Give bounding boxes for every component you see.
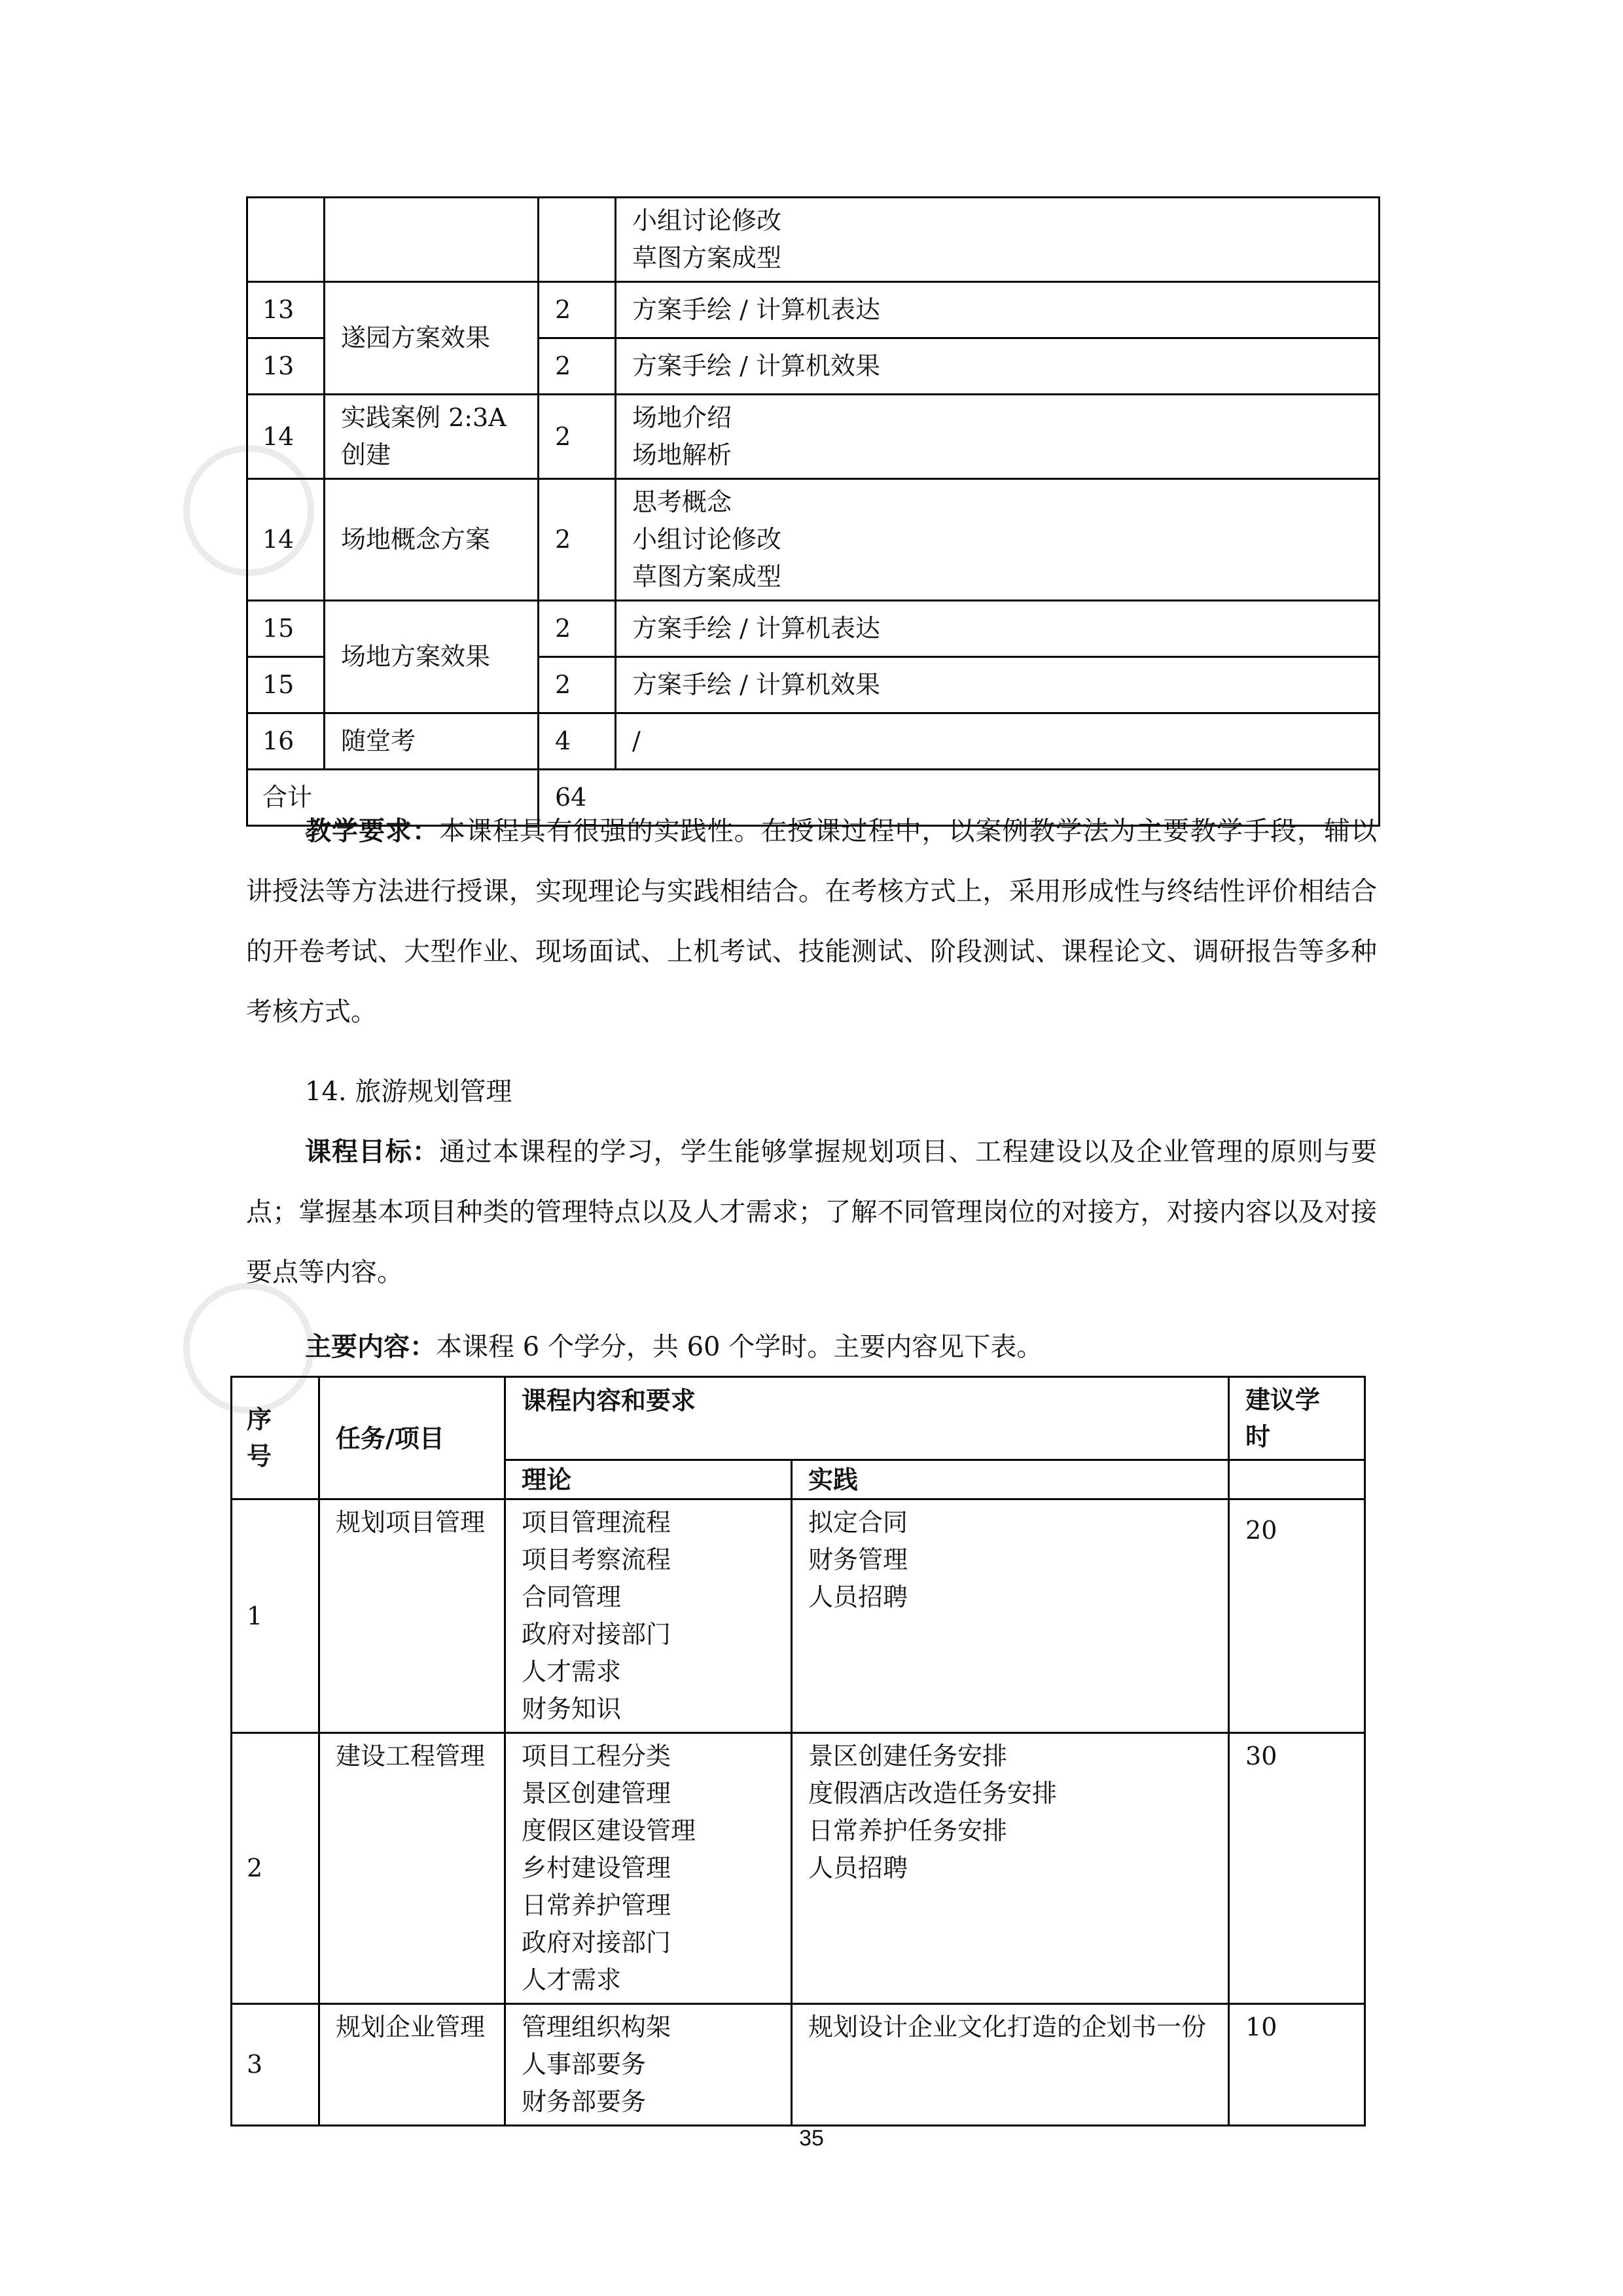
content-cell: [616, 601, 1380, 657]
theory-line: 项目管理流程: [522, 1508, 671, 1537]
page-number: 35: [799, 2126, 824, 2151]
theory-cell: [505, 2004, 792, 2126]
paragraph-text: 本课程 6 个学分，共 60 个学时。主要内容见下表。: [436, 1332, 1043, 1362]
task-cell: 规划企业管理: [319, 2004, 505, 2126]
hours-cell: 2: [539, 479, 616, 601]
content-cell: [616, 338, 1380, 395]
seq-cell: 15: [247, 657, 325, 713]
section-heading: 14. 旅游规划管理: [305, 1077, 512, 1107]
table-row: [232, 1499, 1365, 1733]
header-theory: 理论: [505, 1460, 792, 1499]
theory-line: 人才需求: [522, 1965, 622, 1994]
content-line: 草图方案成型: [632, 562, 782, 591]
theory-line: 乡村建设管理: [522, 1854, 671, 1882]
practice-line: 财务管理: [808, 1545, 908, 1574]
content-cell: [616, 657, 1380, 713]
theory-line: 合同管理: [522, 1583, 622, 1611]
hours-cell: 4: [539, 713, 616, 770]
theory-line: 项目考察流程: [522, 1545, 671, 1574]
practice-cell: [792, 1733, 1229, 2004]
table-row: [247, 282, 1380, 338]
table-row: [247, 713, 1380, 770]
practice-cell: [792, 1499, 1229, 1733]
theory-line: 项目工程分类: [522, 1742, 671, 1770]
seq-cell: 14: [247, 479, 325, 601]
content-line: 草图方案成型: [632, 243, 782, 272]
content-line: 场地解析: [632, 440, 732, 469]
practice-cell: 规划设计企业文化打造的企划书一份: [792, 2004, 1229, 2126]
seq-cell: 15: [247, 601, 325, 657]
content-line: 小组讨论修改: [632, 525, 782, 554]
hours-cell: 30: [1229, 1733, 1365, 2004]
hours-cell: 2: [539, 657, 616, 713]
course-goal: [246, 1122, 1377, 1302]
theory-line: 管理组织构架: [522, 2013, 671, 2041]
schedule-table: [246, 196, 1380, 827]
teaching-requirements: [246, 801, 1377, 1042]
content-cell: [616, 713, 1380, 770]
hours-cell: 20: [1229, 1499, 1365, 1733]
paragraph-label: 主要内容：: [305, 1331, 436, 1362]
theory-line: 财务部要务: [522, 2087, 647, 2116]
hours-cell: 10: [1229, 2004, 1365, 2126]
seq-cell: 13: [247, 338, 325, 395]
paragraph-label: 课程目标：: [305, 1136, 439, 1167]
header-practice: 实践: [792, 1460, 1229, 1499]
table-row: [247, 601, 1380, 657]
task-cell: 场地概念方案: [325, 479, 539, 601]
seq-cell: 2: [232, 1733, 319, 2004]
header-task: 任务/项目: [319, 1377, 505, 1499]
hours-cell: 2: [539, 395, 616, 479]
header-hours-text: 建议学时: [1245, 1385, 1321, 1451]
table-header-row: [232, 1377, 1365, 1460]
practice-line: 拟定合同: [808, 1508, 908, 1537]
content-line: 小组讨论修改: [632, 206, 782, 235]
content-line: 思考概念: [632, 488, 732, 516]
seq-cell: [247, 198, 325, 282]
task-cell: [325, 198, 539, 282]
header-content: 课程内容和要求: [505, 1377, 1229, 1460]
total-value: 64: [539, 770, 1380, 826]
hours-cell: 2: [539, 601, 616, 657]
task-cell: 建设工程管理: [319, 1733, 505, 2004]
practice-line: 景区创建任务安排: [808, 1742, 1008, 1770]
seq-cell: 1: [232, 1499, 319, 1733]
table-row: [247, 395, 1380, 479]
task-cell: 随堂考: [325, 713, 539, 770]
content-line: 场地介绍: [632, 403, 732, 432]
paragraph-label: 教学要求：: [305, 816, 439, 846]
theory-line: 度假区建设管理: [522, 1816, 696, 1845]
theory-line: 财务知识: [522, 1695, 622, 1723]
content-cell: [616, 282, 1380, 338]
practice-line: 日常养护任务安排: [808, 1816, 1008, 1845]
main-content: [246, 1317, 1377, 1377]
content-line: /: [632, 726, 641, 755]
theory-line: 景区创建管理: [522, 1779, 671, 1808]
theory-line: 政府对接部门: [522, 1928, 671, 1957]
theory-line: 日常养护管理: [522, 1891, 671, 1920]
content-cell: [616, 479, 1380, 601]
header-hours: [1229, 1377, 1365, 1460]
content-cell: [616, 198, 1380, 282]
header-hours-blank: [1229, 1460, 1365, 1499]
table-row: [232, 2004, 1365, 2126]
hours-cell: 2: [539, 282, 616, 338]
practice-line: 人员招聘: [808, 1854, 908, 1882]
theory-line: 人事部要务: [522, 2050, 647, 2079]
content-line: 方案手绘 / 计算机效果: [632, 670, 880, 699]
task-cell: 场地方案效果: [325, 601, 539, 713]
practice-line: 度假酒店改造任务安排: [808, 1779, 1058, 1808]
paragraph-text: 本课程具有很强的实践性。在授课过程中，以案例教学法为主要教学手段，辅以讲授法等方法进行授课，实现理论与实践相结合。在考核方式上，采用形成性与终结性评价相结合的开卷考试、大型作业、现场面试、上机考试、技能测试、阶段测试、课程论文、调研报告等多种考核方式。: [246, 816, 1378, 1027]
content-line: 方案手绘 / 计算机效果: [632, 351, 880, 380]
hours-cell: [539, 198, 616, 282]
table-row: [232, 1733, 1365, 2004]
theory-cell: [505, 1733, 792, 2004]
content-line: 方案手绘 / 计算机表达: [632, 614, 880, 643]
paragraph-text: 通过本课程的学习，学生能够掌握规划项目、工程建设以及企业管理的原则与要点；掌握基本项目种类的管理特点以及人才需求；了解不同管理岗位的对接方，对接内容以及对接要点等内容。: [246, 1137, 1378, 1287]
theory-cell: [505, 1499, 792, 1733]
course-content-table: [230, 1376, 1366, 2126]
seq-cell: 14: [247, 395, 325, 479]
hours-cell: 2: [539, 338, 616, 395]
practice-line: 人员招聘: [808, 1583, 908, 1611]
content-cell: [616, 395, 1380, 479]
header-seq-text: 序号: [247, 1405, 272, 1471]
theory-line: 人才需求: [522, 1657, 622, 1686]
task-cell: 实践案例 2:3A 创建: [325, 395, 539, 479]
seq-cell: 13: [247, 282, 325, 338]
task-cell: 规划项目管理: [319, 1499, 505, 1733]
task-cell: 遂园方案效果: [325, 282, 539, 395]
total-label: 合计: [247, 770, 539, 826]
table-row: [247, 479, 1380, 601]
content-line: 方案手绘 / 计算机表达: [632, 295, 880, 324]
header-seq: [232, 1377, 319, 1499]
seq-cell: 3: [232, 2004, 319, 2126]
theory-line: 政府对接部门: [522, 1620, 671, 1649]
seq-cell: 16: [247, 713, 325, 770]
table-row: [247, 198, 1380, 282]
